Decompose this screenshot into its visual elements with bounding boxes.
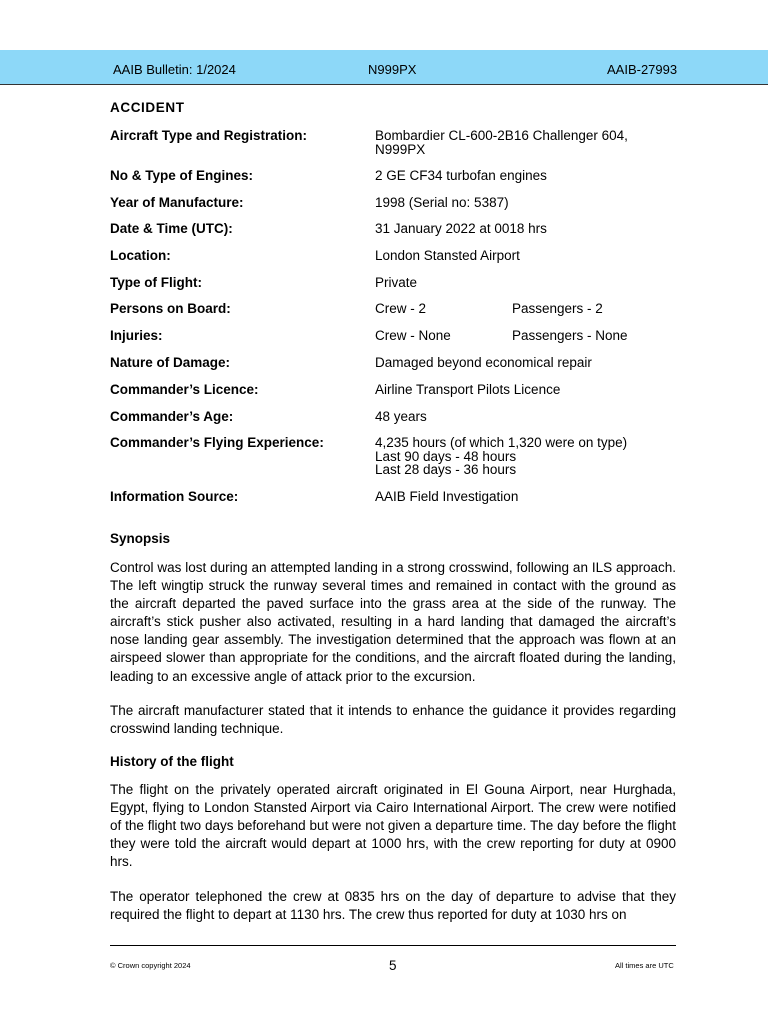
- times-note: All times are UTC: [615, 961, 674, 970]
- field-label-aircraft-type: Aircraft Type and Registration:: [110, 128, 308, 143]
- field-value-injuries-crew: Crew - None: [375, 328, 451, 343]
- synopsis-heading: Synopsis: [110, 531, 171, 546]
- report-reference: AAIB-27993: [607, 62, 678, 77]
- history-heading: History of the flight: [110, 754, 234, 769]
- footer-rule: [110, 945, 676, 946]
- field-label-damage: Nature of Damage:: [110, 355, 231, 370]
- field-label-date-time: Date & Time (UTC):: [110, 221, 233, 236]
- field-value-age: 48 years: [375, 409, 427, 424]
- aircraft-registration-header: N999PX: [368, 62, 417, 77]
- field-value-aircraft-type: Bombardier CL-600-2B16 Challenger 604, N999PX: [375, 128, 628, 157]
- bulletin-number: AAIB Bulletin: 1/2024: [113, 62, 236, 77]
- field-value-experience: 4,235 hours (of which 1,320 were on type) Last 90 days - 48 hours Last 28 days - 36 hours: [375, 435, 628, 477]
- field-value-injuries-passengers: Passengers - None: [512, 328, 628, 343]
- field-label-year: Year of Manufacture:: [110, 195, 244, 210]
- field-label-persons: Persons on Board:: [110, 301, 231, 316]
- field-value-persons-passengers: Passengers - 2: [512, 301, 603, 316]
- field-value-source: AAIB Field Investigation: [375, 489, 519, 504]
- field-label-source: Information Source:: [110, 489, 239, 504]
- field-label-location: Location:: [110, 248, 171, 263]
- page-number: 5: [389, 958, 397, 973]
- synopsis-paragraph: Control was lost during an attempted landing in a strong crosswind, following an ILS approach. The left wingtip struck the runway several times and remained in contact with the ground as the aircraft departed the paved surface into the grass area at the side of the runway. The aircraft’s stick pusher also activated, resulting in a hard landing that damaged the aircraft’s nose landing gear assembly. The investigation determined that the approach was flown at an airspeed slower than appropriate for the conditions, and the aircraft floated during the landing, leading to an excessive angle of attack prior to the excursion.: [110, 560, 676, 684]
- field-label-licence: Commander’s Licence:: [110, 382, 259, 397]
- field-value-engines: 2 GE CF34 turbofan engines: [375, 168, 547, 183]
- field-label-engines: No & Type of Engines:: [110, 168, 254, 183]
- field-value-damage: Damaged beyond economical repair: [375, 355, 592, 370]
- field-label-age: Commander’s Age:: [110, 409, 234, 424]
- field-value-licence: Airline Transport Pilots Licence: [375, 382, 561, 397]
- synopsis-paragraph: The aircraft manufacturer stated that it intends to enhance the guidance it provides regarding crosswind landing technique.: [110, 703, 676, 737]
- field-value-date-time: 31 January 2022 at 0018 hrs: [375, 221, 547, 236]
- field-value-year: 1998 (Serial no: 5387): [375, 195, 509, 210]
- field-label-flight-type: Type of Flight:: [110, 275, 202, 290]
- history-paragraph: The operator telephoned the crew at 0835 hrs on the day of departure to advise that they required the flight to depart at 1130 hrs. The crew thus reported for duty at 1030 hrs on: [110, 889, 676, 923]
- section-title: ACCIDENT: [110, 100, 185, 115]
- field-label-experience: Commander’s Flying Experience:: [110, 435, 324, 450]
- field-value-persons-crew: Crew - 2: [375, 301, 427, 316]
- field-value-flight-type: Private: [375, 275, 418, 290]
- field-value-location: London Stansted Airport: [375, 248, 520, 263]
- copyright-notice: © Crown copyright 2024: [110, 961, 191, 970]
- history-paragraph: The flight on the privately operated aircraft originated in El Gouna Airport, near Hurghada, Egypt, flying to London Stansted Airport via Cairo International Airport. The crew were notified of the flight two days beforehand but were not given a departure time. The day before the flight they were told the aircraft would depart at 1000 hrs, with the crew reporting for duty at 0900 hrs.: [110, 782, 676, 870]
- field-label-injuries: Injuries:: [110, 328, 163, 343]
